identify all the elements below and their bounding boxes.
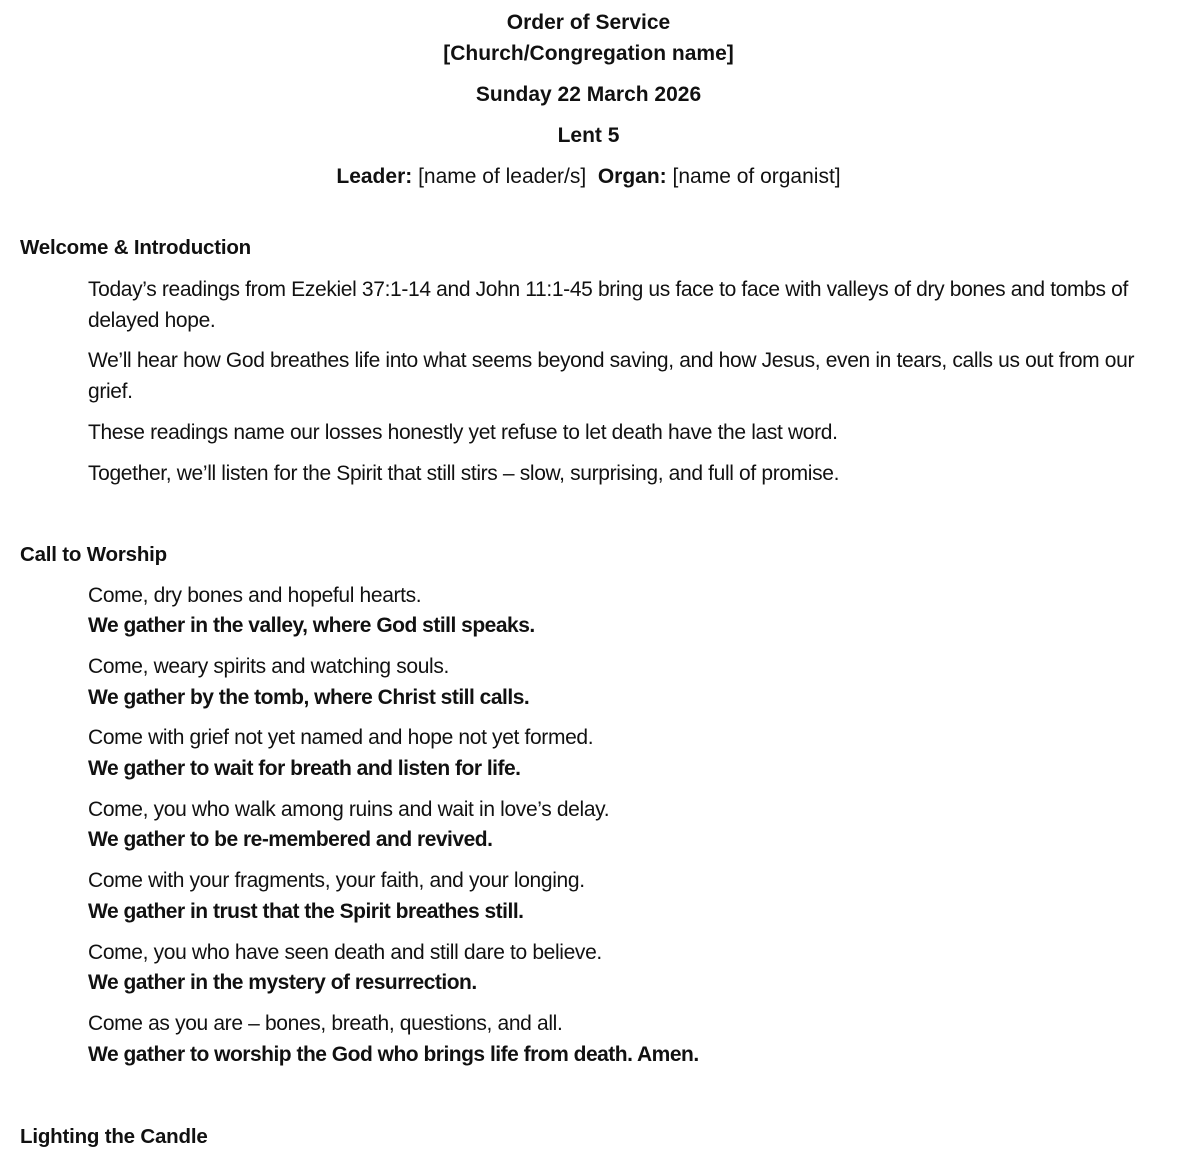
leader-value: [name of leader/s] [418,165,587,188]
leader-organ-line [0,164,1177,190]
litany-people-response: We gather to be re-membered and revived. [88,828,493,851]
litany-people-response: We gather in the valley, where God still speaks. [88,614,535,637]
section-heading-call-to-worship: Call to Worship [20,543,167,566]
welcome-paragraph: Together, we’ll listen for the Spirit that still stirs – slow, surprising, and full of promise. [88,462,840,485]
litany-people-response: We gather to wait for breath and listen for life. [88,757,521,780]
litany-leader-line: Come, you who walk among ruins and wait in love’s delay. [88,798,610,821]
liturgical-season: Lent 5 [557,124,620,147]
organ-value: [name of organist] [672,165,841,188]
section-heading-lighting-candle: Lighting the Candle [20,1125,208,1148]
litany-leader-line: Come, you who have seen death and still dare to believe. [88,941,602,964]
service-date: Sunday 22 March 2026 [475,83,702,106]
litany-people-response: We gather in trust that the Spirit breathes still. [88,900,524,923]
litany-leader-line: Come, dry bones and hopeful hearts. [88,584,422,607]
document-title: Order of Service [506,11,671,34]
litany-leader-line: Come with grief not yet named and hope not yet formed. [88,726,594,749]
leader-label: Leader: [336,165,413,188]
welcome-paragraph: These readings name our losses honestly yet refuse to let death have the last word. [88,421,838,444]
litany-leader-line: Come, weary spirits and watching souls. [88,655,450,678]
litany-people-response: We gather in the mystery of resurrection. [88,971,477,994]
litany-leader-line: Come with your fragments, your faith, and your longing. [88,869,585,892]
section-heading-welcome: Welcome & Introduction [20,236,251,259]
litany-people-response: We gather by the tomb, where Christ still calls. [88,686,530,709]
welcome-paragraph: We’ll hear how God breathes life into what seems beyond saving, and how Jesus, even in tears, calls us out from our grief. [88,349,1135,403]
litany-people-response: We gather to worship the God who brings life from death. Amen. [88,1043,699,1066]
church-name: [Church/Congregation name] [443,42,734,65]
organ-label: Organ: [597,165,667,188]
litany-leader-line: Come as you are – bones, breath, questions, and all. [88,1012,563,1035]
welcome-paragraph: Today’s readings from Ezekiel 37:1-14 and John 11:1-45 bring us face to face with valleys of dry bones and tombs of delayed hope. [88,278,1128,332]
